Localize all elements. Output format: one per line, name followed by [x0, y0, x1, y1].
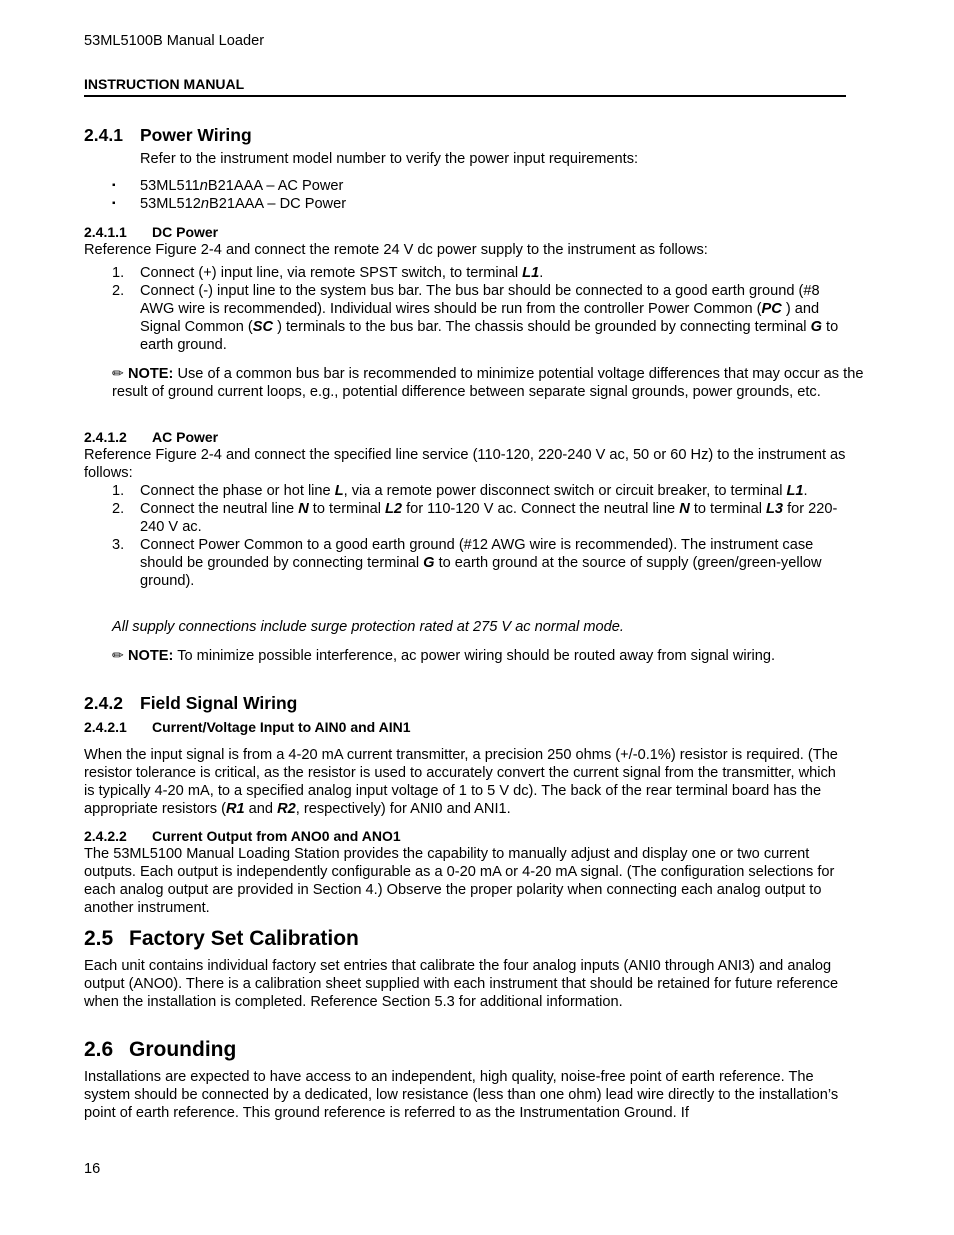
heading-power-wiring	[84, 124, 846, 146]
list-item: ▪ 53ML512nB21AAA – DC Power	[112, 196, 347, 212]
ac-note: ✏ NOTE: To minimize possible interference, ac power wiring should be routed away from signal wiring.	[112, 647, 776, 664]
heading-ac-power	[84, 428, 846, 446]
dc-steps	[84, 264, 846, 354]
section-number: 2.4.1	[84, 125, 123, 145]
section-title: Power Wiring	[140, 125, 252, 145]
section-title: Grounding	[129, 1038, 237, 1061]
section-title: Current/Voltage Input to AIN0 and AIN1	[152, 719, 411, 735]
current-voltage-paragraph: When the input signal is from a 4-20 mA current transmitter, a precision 250 ohms (+/-0.1%) resistor is required. (The resistor tolerance is critical, as the resistor is used to accurately convert the current signal from the transmitter, which is typically 4-20 mA, to a specified analog input voltage of 1 to 5 V dc). The back of the rear terminal board has the appropriate resistors (R1 and R2, respectively) for ANI0 and ANI1.	[84, 747, 838, 817]
section-number: 2.4.2	[84, 693, 123, 713]
section-title: Field Signal Wiring	[140, 693, 298, 713]
section-title: DC Power	[152, 224, 219, 240]
list-item: 2. Connect (-) input line to the system bus bar. The bus bar should be connected to a good earth ground (#8 AWG wire is recommended). Individual wires should be run from the controller Power Common (PC ) and Signal Common (SC ) terminals to the bus bar. The chassis should be grounded by connecting terminal G to earth ground.	[112, 283, 839, 353]
grounding-paragraph: Installations are expected to have access to an independent, high quality, noise-free point of earth reference. The system should be connected by a dedicated, low resistance (less than one ohm) lead wire directly to the installation’s point of earth reference. This ground reference is referred to as the Instrumentation Ground. If	[84, 1069, 839, 1121]
bullet-icon: ▪	[112, 180, 116, 191]
heading-current-output	[84, 827, 846, 845]
list-item: 1. Connect the phase or hot line L, via a remote power disconnect switch or circuit breaker, to terminal L1.	[112, 483, 808, 499]
heading-factory-calibration	[84, 926, 846, 952]
section-number: 2.4.1.2	[84, 429, 127, 445]
heading-field-signal-wiring	[84, 692, 846, 714]
list-item: 3. Connect Power Common to a good earth ground (#12 AWG wire is recommended). The instrument case should be grounded by connecting terminal G to earth ground at the source of supply (green/green-yellow ground).	[112, 537, 822, 589]
ac-power-intro: Reference Figure 2-4 and connect the specified line service (110-120, 220-240 V ac, 50 or 60 Hz) to the instrument as follows:	[84, 447, 846, 481]
document-title: 53ML5100B Manual Loader	[84, 33, 265, 49]
section-number: 2.6	[84, 1038, 114, 1061]
ac-steps	[84, 482, 846, 590]
section-title: Factory Set Calibration	[129, 927, 359, 950]
pencil-icon: ✏	[112, 365, 124, 381]
section-number: 2.5	[84, 927, 114, 950]
page-number: 16	[84, 1161, 101, 1177]
list-item: 2. Connect the neutral line N to terminal L2 for 110-120 V ac. Connect the neutral line N to terminal L3 for 220-240 V ac.	[112, 501, 838, 535]
power-wiring-intro: Refer to the instrument model number to verify the power input requirements:	[140, 151, 639, 167]
header-rule	[84, 95, 846, 97]
surge-protection-note: All supply connections include surge protection rated at 275 V ac normal mode.	[112, 619, 624, 635]
current-output-paragraph: The 53ML5100 Manual Loading Station provides the capability to manually adjust and display one or two current outputs. Each output is independently configurable as a 0-20 mA or 4-20 mA signal. (The configuration selections for each analog output are provided in Section 4.) Observe the proper polarity when connecting each analog output to another instrument.	[84, 846, 835, 916]
section-number: 2.4.1.1	[84, 224, 127, 240]
model-list	[84, 177, 846, 213]
dc-note: ✏ NOTE: Use of a common bus bar is recommended to minimize potential voltage differences that may occur as the result of ground current loops, e.g., potential difference between separate signal grounds, power grounds, etc.	[112, 365, 864, 400]
section-title: AC Power	[152, 429, 219, 445]
bullet-icon: ▪	[112, 198, 116, 209]
pencil-icon: ✏	[112, 647, 124, 663]
dc-power-intro: Reference Figure 2-4 and connect the remote 24 V dc power supply to the instrument as follows:	[84, 242, 708, 258]
list-item: 1. Connect (+) input line, via remote SPST switch, to terminal L1.	[112, 265, 544, 281]
heading-current-voltage-input	[84, 718, 846, 736]
heading-grounding	[84, 1037, 846, 1063]
calibration-paragraph: Each unit contains individual factory set entries that calibrate the four analog inputs (ANI0 through ANI3) and analog output (ANO0). There is a calibration sheet supplied with each instrument that should be retained for future reference when the installation is completed. Reference Section 5.3 for additional information.	[84, 958, 839, 1010]
section-number: 2.4.2.1	[84, 719, 127, 735]
section-title: Current Output from ANO0 and ANO1	[152, 828, 401, 844]
heading-dc-power	[84, 223, 846, 241]
manual-label: INSTRUCTION MANUAL	[84, 76, 245, 92]
section-number: 2.4.2.2	[84, 828, 127, 844]
list-item: ▪ 53ML511nB21AAA – AC Power	[112, 178, 344, 194]
